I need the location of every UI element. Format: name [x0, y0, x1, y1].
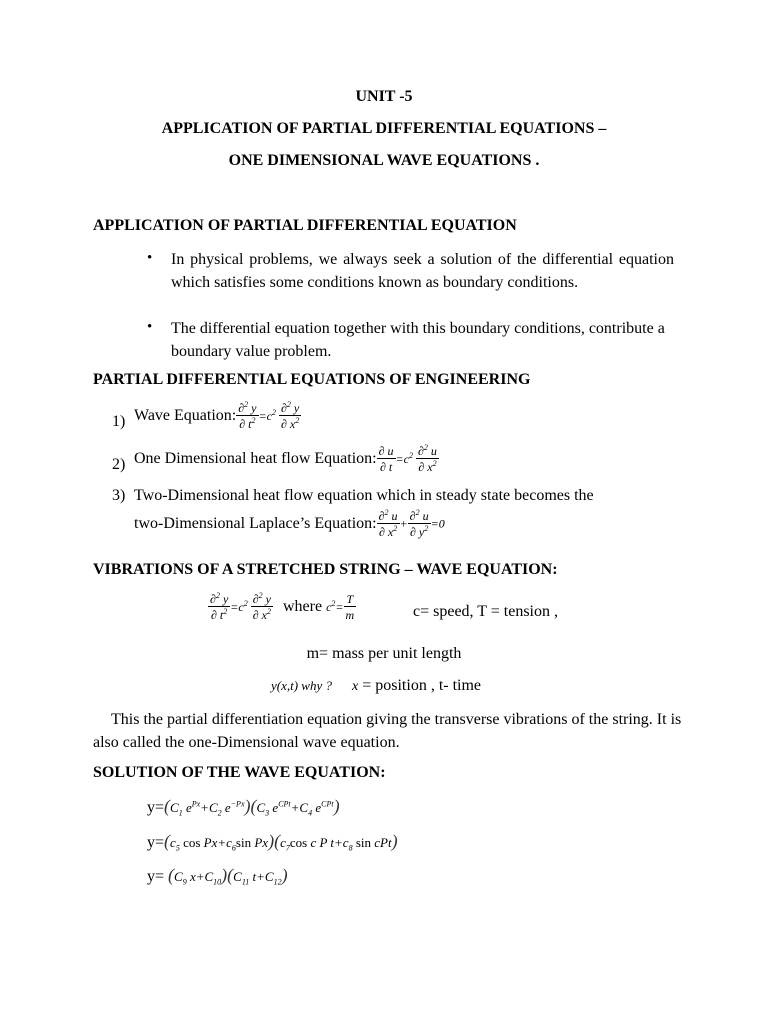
- solution-line-1: $y=(C_1$ $e^{Px}+C_2$ $e^{-Px})(C_3$ $e^{CPt}+C_4$ $e^{CPt}$): [147, 796, 340, 818]
- laplace-equation-line: two-Dimensional Laplace’s Equation: $\frac{\partial^2 u}{\partial x^2}$ + $\frac{\partial^2 u}{\partial y^2}$ =0: [134, 508, 445, 539]
- unit-title: UNIT -5: [355, 88, 413, 105]
- y-equals-label: y=: [147, 868, 165, 885]
- solution-line-3: $y= (C_9$ $x+C_{10})(C_{11}$ $t+C_{12}$): [147, 865, 288, 887]
- vibration-equation-line: $\frac{\partial^2 y}{\partial t^2}$ $=c^2$ $\frac{\partial^2 y}{\partial x^2}$ where $c^2=$ $\frac{T}{m}$: [210, 591, 355, 622]
- y-of-xt-label: y(x,t) why ?: [271, 678, 333, 693]
- d2y-dx2-fraction: $\frac{\partial^2 y}{\partial x^2}$: [280, 400, 300, 431]
- y-equals-label: y=: [147, 799, 165, 816]
- speed-tension-text: c= speed, T = tension ,: [413, 603, 558, 620]
- heat-equation-label: One Dimensional heat flow Equation:: [134, 450, 377, 467]
- bullet-text-1: In physical problems, we always seek a solution of the differential equation which satisfies some conditions known as boundary conditions.: [171, 251, 674, 291]
- section-heading-vibrations: VIBRATIONS OF A STRETCHED STRING – WAVE EQUATION:: [93, 561, 558, 578]
- list-number-1: 1): [112, 413, 126, 430]
- bullet-text-2: The differential equation together with this boundary conditions, contribute a boundary value problem.: [171, 320, 665, 360]
- du-dt-fraction: $\frac{\partial u}{\partial t}$: [378, 444, 394, 474]
- document-title-line2: ONE DIMENSIONAL WAVE EQUATIONS .: [228, 152, 540, 169]
- bullet-icon: •: [147, 250, 153, 266]
- heat-equation-line: One Dimensional heat flow Equation: $\frac{\partial u}{\partial t}$ $=c^2$ $\frac{\partial^2 u}{\partial x^2}$: [134, 443, 437, 474]
- list-number-2: 2): [112, 456, 126, 473]
- list-number-3: 3): [112, 487, 126, 504]
- d2u-dx2-fraction: $\frac{\partial^2 u}{\partial x^2}$: [417, 443, 437, 474]
- d2u-dx2-fraction: $\frac{\partial^2 u}{\partial x^2}$: [378, 508, 398, 539]
- d2y-dt2-fraction: $\frac{\partial^2 y}{\partial t^2}$: [210, 591, 229, 622]
- section-heading-solution: SOLUTION OF THE WAVE EQUATION:: [93, 764, 386, 781]
- wave-equation-paragraph: This the partial differentiation equation giving the transverse vibrations of the string. It is also called the one-Dimensional wave equation.: [93, 711, 682, 751]
- position-text: = position , t- time: [362, 677, 482, 694]
- two-dimensional-heat-text: Two-Dimensional heat flow equation which in steady state becomes the: [134, 487, 594, 504]
- mass-definition-text: m= mass per unit length: [306, 645, 462, 662]
- wave-equation-label: Wave Equation:: [134, 407, 237, 424]
- d2y-dt2-fraction: $\frac{\partial^2 y}{\partial t^2}$: [238, 400, 257, 431]
- where-label: where: [282, 598, 323, 615]
- section-heading-application: APPLICATION OF PARTIAL DIFFERENTIAL EQUATION: [93, 217, 517, 234]
- t-over-m-fraction: $\frac{T}{m}$: [345, 592, 355, 622]
- bullet-icon: •: [147, 319, 153, 335]
- d2y-dx2-fraction: $\frac{\partial^2 y}{\partial x^2}$: [252, 591, 271, 622]
- solution-line-2: $y=(c_5$ $\cos Px+c_6\sin$ $Px)(c_7\cos$ c P $t+c_8$ sin cPt): [147, 831, 398, 853]
- section-heading-engineering: PARTIAL DIFFERENTIAL EQUATIONS OF ENGINEERING: [93, 371, 531, 388]
- laplace-equation-label: two-Dimensional Laplace’s Equation:: [134, 515, 377, 532]
- d2u-dy2-fraction: $\frac{\partial^2 u}{\partial y^2}$: [409, 508, 429, 539]
- wave-equation-line: Wave Equation: $\frac{\partial^2 y}{\partial t^2}$ $=c^2$ $\frac{\partial^2 y}{\partial x^2}$: [134, 400, 300, 431]
- position-line: y(x,t) why ? x = position , t- time: [271, 677, 482, 694]
- y-equals-label: y=: [147, 834, 165, 851]
- document-title-line1: APPLICATION OF PARTIAL DIFFERENTIAL EQUATIONS –: [161, 120, 607, 137]
